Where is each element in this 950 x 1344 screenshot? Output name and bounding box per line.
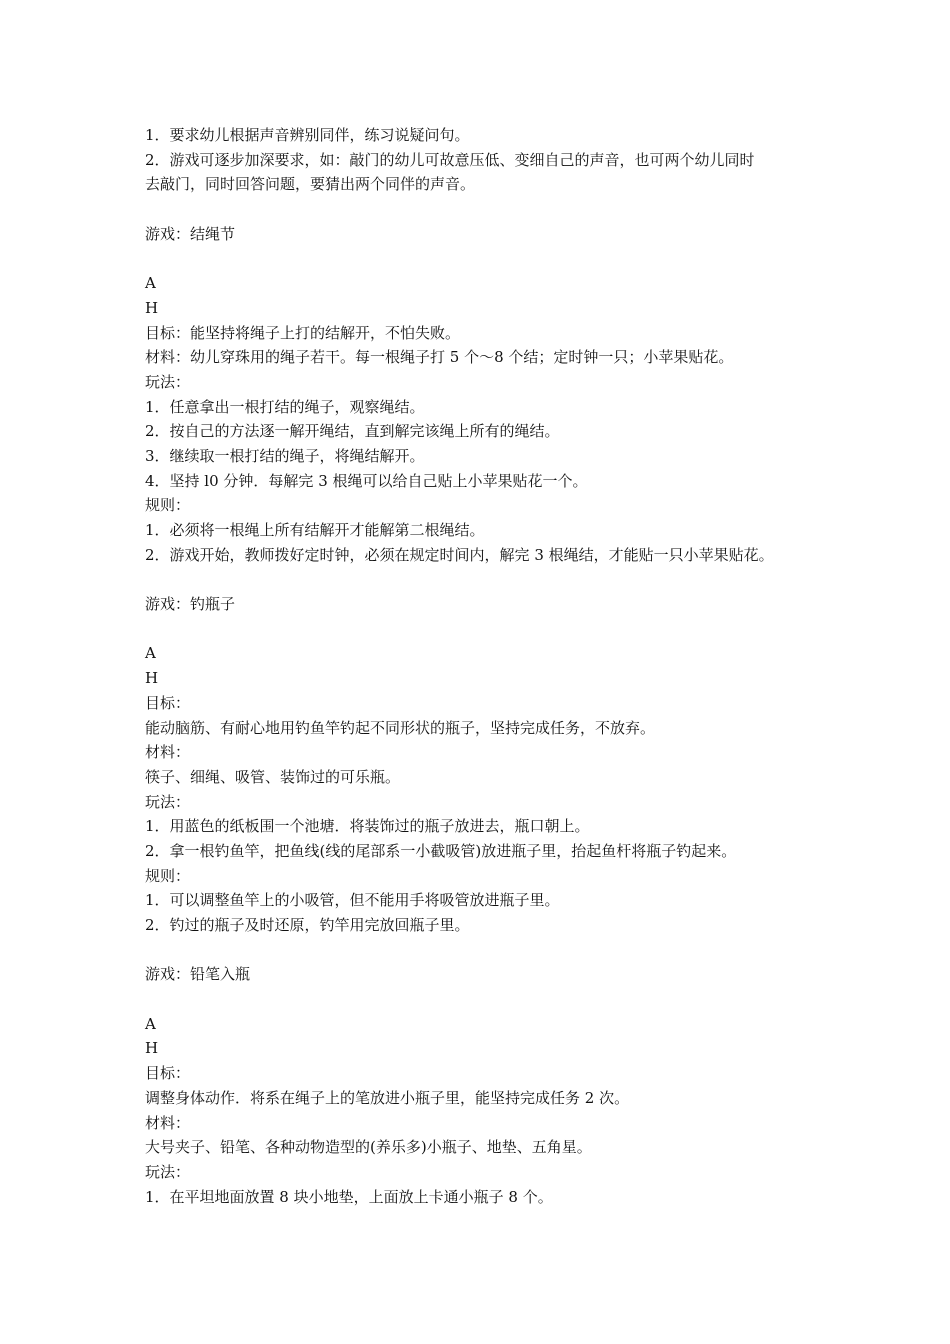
material-label: 材料： bbox=[145, 1113, 191, 1132]
play-step-2: 2．拿一根钓鱼竿，把鱼线(线的尾部系一小截吸管)放进瓶子里，抬起鱼杆将瓶子钓起来。 bbox=[145, 841, 737, 860]
goal-text: 能动脑筋、有耐心地用钓鱼竿钓起不同形状的瓶子，坚持完成任务，不放弃。 bbox=[145, 718, 656, 737]
goal-text: 目标：能坚持将绳子上打的结解开，不怕失败。 bbox=[145, 323, 461, 342]
play-step-4: 4．坚持 l0 分钟．每解完 3 根绳可以给自己贴上小苹果贴花一个。 bbox=[145, 471, 588, 490]
spacer bbox=[145, 987, 825, 1012]
play-step-1: 1．在平坦地面放置 8 块小地垫，上面放上卡通小瓶子 8 个。 bbox=[145, 1187, 553, 1206]
spacer bbox=[145, 197, 825, 222]
goal-label: 目标： bbox=[145, 693, 191, 712]
game-title-pencil: 游戏：铅笔入瓶 bbox=[145, 965, 251, 984]
play-step-1: 1．任意拿出一根打结的绳子，观察绳结。 bbox=[145, 397, 425, 416]
marker-h: H bbox=[145, 1039, 159, 1058]
play-label: 玩法： bbox=[145, 372, 191, 391]
intro-line-3: 去敲门，同时回答问题，要猜出两个同伴的声音。 bbox=[145, 175, 476, 194]
marker-a: A bbox=[145, 1014, 156, 1033]
goal-label: 目标： bbox=[145, 1064, 191, 1083]
marker-a: A bbox=[145, 274, 156, 293]
play-step-2: 2．按自己的方法逐一解开绳结，直到解完该绳上所有的绳结。 bbox=[145, 422, 560, 441]
rule-1: 1．可以调整鱼竿上的小吸管，但不能用手将吸管放进瓶子里。 bbox=[145, 891, 560, 910]
game-title-bottles: 游戏：钓瓶子 bbox=[145, 595, 236, 614]
rules-label: 规则： bbox=[145, 866, 191, 885]
intro-line-1: 1．要求幼儿根据声音辨别同伴，练习说疑问句。 bbox=[145, 126, 470, 144]
goal-text: 调整身体动作．将系在绳子上的笔放进小瓶子里，能坚持完成任务 2 次。 bbox=[145, 1088, 630, 1107]
spacer bbox=[145, 938, 825, 963]
marker-h: H bbox=[145, 669, 159, 688]
rules-label: 规则： bbox=[145, 496, 191, 515]
intro-line-2: 2．游戏可逐步加深要求，如：敲门的幼儿可故意压低、变细自己的声音，也可两个幼儿同时 bbox=[145, 150, 755, 169]
play-label: 玩法： bbox=[145, 792, 191, 811]
rule-2: 2．游戏开始，教师拨好定时钟，必须在规定时间内，解完 3 根绳结，才能贴一只小苹果贴花。 bbox=[145, 545, 774, 564]
spacer bbox=[145, 617, 825, 642]
rule-1: 1．必须将一根绳上所有结解开才能解第二根绳结。 bbox=[145, 521, 485, 539]
play-label: 玩法： bbox=[145, 1162, 191, 1181]
marker-h: H bbox=[145, 298, 159, 317]
material-text: 筷子、细绳、吸管、装饰过的可乐瓶。 bbox=[145, 767, 401, 786]
spacer bbox=[145, 567, 825, 592]
material-label: 材料： bbox=[145, 743, 191, 762]
marker-a: A bbox=[145, 644, 156, 663]
play-step-1: 1．用蓝色的纸板围一个池塘．将装饰过的瓶子放进去，瓶口朝上。 bbox=[145, 817, 590, 836]
document-page bbox=[145, 123, 825, 1209]
material-text: 大号夹子、铅笔、各种动物造型的(养乐多)小瓶子、地垫、五角星。 bbox=[145, 1138, 592, 1157]
rule-2: 2．钓过的瓶子及时还原，钓竿用完放回瓶子里。 bbox=[145, 916, 470, 934]
spacer bbox=[145, 246, 825, 271]
play-step-3: 3．继续取一根打结的绳子，将绳结解开。 bbox=[145, 446, 425, 465]
game-title-knots: 游戏：结绳节 bbox=[145, 224, 236, 243]
material-text: 材料：幼儿穿珠用的绳子若干。每一根绳子打 5 个～8 个结；定时钟一只；小苹果贴花。 bbox=[145, 348, 734, 367]
